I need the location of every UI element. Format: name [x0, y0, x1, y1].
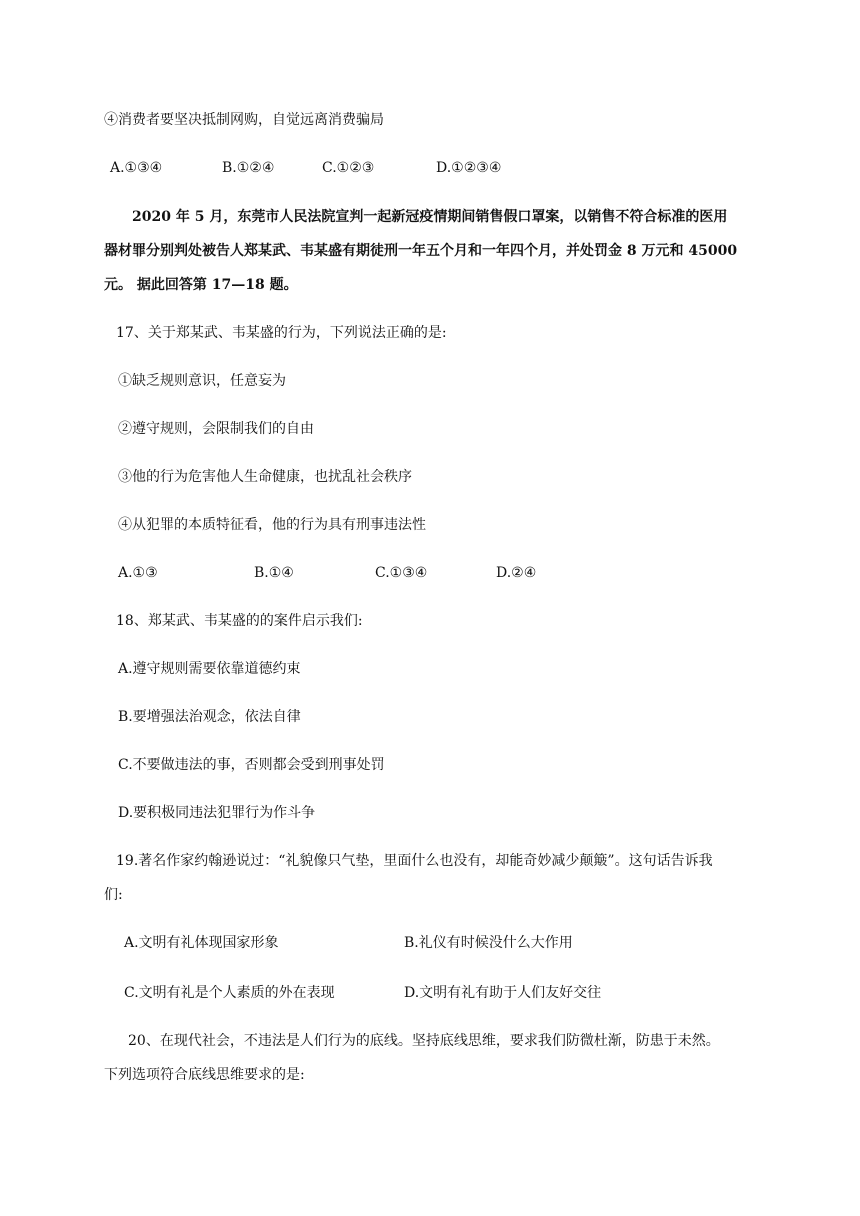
q18-stem: 18、郑某武、韦某盛的的案件启示我们:: [116, 613, 363, 629]
q17-item-1: ①缺乏规则意识，任意妄为: [118, 373, 286, 389]
material-line-3: 元。 据此回答第 17—18 题。: [104, 277, 298, 293]
q19-stem-line-1: 19.著名作家约翰逊说过：“礼貌像只气垫，里面什么也没有，却能奇妙减少颠簸”。这句话告诉我: [116, 853, 713, 869]
q17-option-d: D.②④: [496, 565, 537, 581]
q20-stem-line-1: 20、在现代社会，不违法是人们行为的底线。坚持底线思维，要求我们防微杜渐，防患于未然。: [128, 1033, 720, 1049]
material-line-2: 器材罪分别判处被告人郑某武、韦某盛有期徒刑一年五个月和一年四个月，并处罚金 8 万元和 45000: [104, 243, 738, 259]
q18-option-b: B.要增强法治观念，依法自律: [118, 709, 301, 725]
q17-item-2: ②遵守规则，会限制我们的自由: [118, 421, 314, 437]
q17-option-c: C.①③④: [375, 565, 428, 581]
q20-stem-line-2: 下列选项符合底线思维要求的是:: [104, 1067, 305, 1083]
q19-stem-line-2: 们:: [104, 887, 123, 903]
q18-option-c: C.不要做违法的事，否则都会受到刑事处罚: [118, 757, 385, 773]
q17-item-3: ③他的行为危害他人生命健康，也扰乱社会秩序: [118, 469, 412, 485]
q16-option-d: D.①②③④: [436, 160, 502, 176]
material-line-1: 2020 年 5 月，东莞市人民法院宣判一起新冠疫情期间销售假口罩案，以销售不符合标准的医用: [132, 209, 728, 225]
q18-option-d: D.要积极同违法犯罪行为作斗争: [118, 805, 316, 821]
q16-option-b: B.①②④: [222, 160, 275, 176]
q18-option-a: A.遵守规则需要依靠道德约束: [118, 661, 301, 677]
q19-option-c: C.文明有礼是个人素质的外在表现: [124, 985, 335, 1001]
q19-option-b: B.礼仪有时候没什么大作用: [404, 935, 573, 951]
q16-option-c: C.①②③: [322, 160, 375, 176]
q19-option-a: A.文明有礼体现国家形象: [124, 935, 279, 951]
q16-option-a: A.①③④: [110, 160, 163, 176]
q17-option-a: A.①③: [118, 565, 158, 581]
q17-item-4: ④从犯罪的本质特征看，他的行为具有刑事违法性: [118, 517, 426, 533]
q17-option-b: B.①④: [254, 565, 294, 581]
q19-option-d: D.文明有礼有助于人们友好交往: [404, 985, 602, 1001]
q17-stem: 17、关于郑某武、韦某盛的行为，下列说法正确的是:: [116, 325, 447, 341]
q16-item-4: ④消费者要坚决抵制网购，自觉远离消费骗局: [104, 112, 384, 128]
